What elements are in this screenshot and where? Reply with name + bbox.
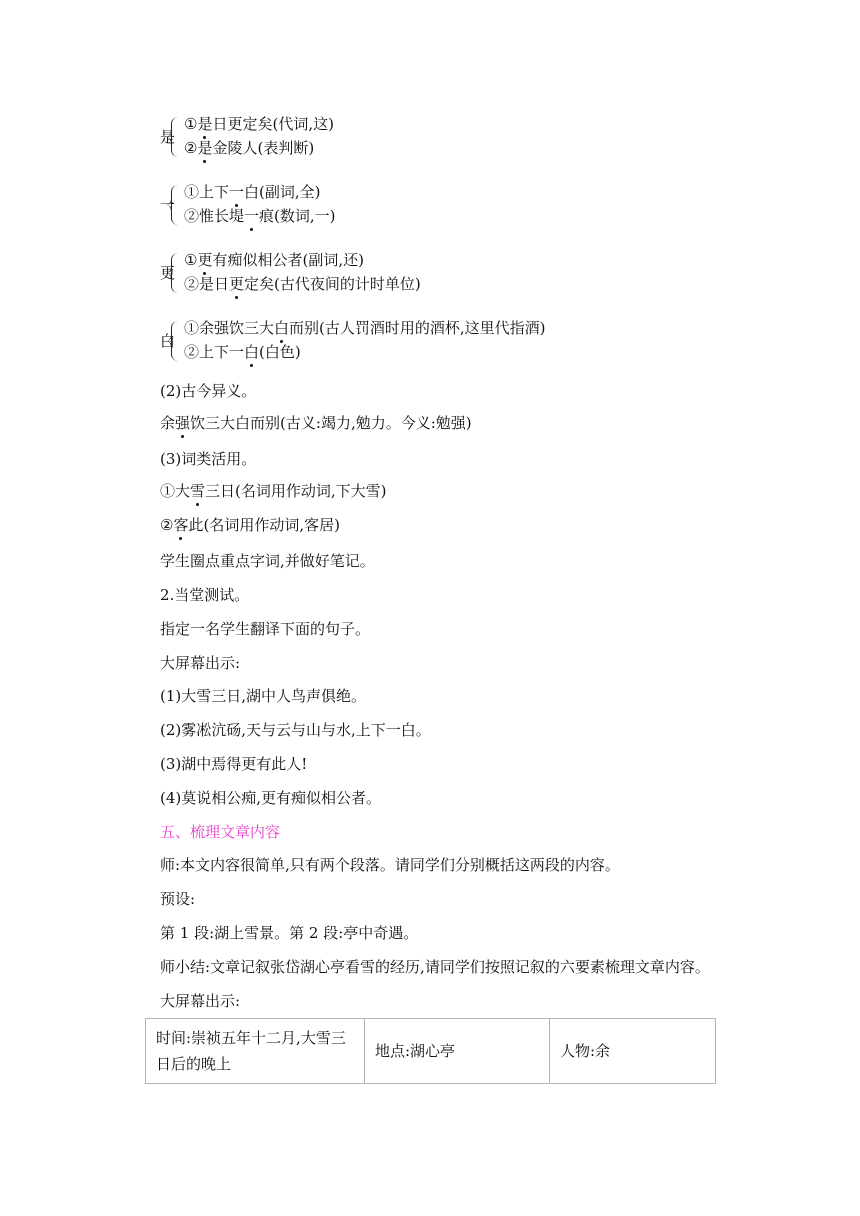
- polysemy-item: ②上下一白(白色): [184, 343, 301, 361]
- paragraph: (2)雾凇沆砀,天与云与山与水,上下一白。: [160, 721, 431, 739]
- paragraph: 预设:: [160, 890, 196, 908]
- polysemy-head: 是: [160, 128, 176, 146]
- brace: [171, 321, 180, 361]
- polysemy-item: ①是日更定矣(代词,这): [184, 115, 334, 133]
- paragraph: (4)莫说相公痴,更有痴似相公者。: [160, 789, 382, 807]
- polysemy-item: ①上下一白(副词,全): [184, 183, 321, 201]
- paragraph: 指定一名学生翻译下面的句子。: [160, 620, 371, 638]
- brace: [171, 185, 180, 225]
- ancient-modern-line: 余强饮三大白而别(古义:竭力,勉力。今义:勉强): [160, 414, 472, 432]
- polysemy-item: ②是日更定矣(古代夜间的计时单位): [184, 275, 421, 293]
- section-heading: 五、梳理文章内容: [160, 823, 281, 841]
- paragraph: 第 1 段:湖上雪景。第 2 段:亭中奇遇。: [160, 924, 419, 942]
- six-elements-table: [145, 1018, 716, 1084]
- table-row: [146, 1019, 716, 1084]
- paragraph: (1)大雪三日,湖中人鸟声俱绝。: [160, 687, 367, 705]
- table-cell-time: 时间:崇祯五年十二月,大雪三日后的晚上: [146, 1019, 365, 1084]
- table-cell-person: 人物:余: [550, 1019, 716, 1084]
- word-class-item: ②客此(名词用作动词,客居): [160, 516, 340, 534]
- section-title: (2)古今异义。: [160, 382, 257, 400]
- paragraph: 师:本文内容很简单,只有两个段落。请同学们分别概括这两段的内容。: [160, 856, 620, 874]
- polysemy-head: 白: [160, 332, 176, 350]
- polysemy-item: ①余强饮三大白而别(古人罚酒时用的酒杯,这里代指酒): [184, 319, 546, 337]
- section-title: (3)词类活用。: [160, 450, 257, 468]
- polysemy-head: 一: [160, 196, 176, 214]
- paragraph: 2.当堂测试。: [160, 586, 250, 604]
- paragraph: 大屏幕出示:: [160, 654, 241, 672]
- brace: [171, 253, 180, 293]
- polysemy-head: 更: [160, 264, 176, 282]
- brace: [171, 117, 180, 157]
- polysemy-item: ②是金陵人(表判断): [184, 139, 315, 157]
- polysemy-item: ①更有痴似相公者(副词,还): [184, 251, 364, 269]
- paragraph: 学生圈点重点字词,并做好笔记。: [160, 552, 375, 570]
- paragraph: 师小结:文章记叙张岱湖心亭看雪的经历,请同学们按照记叙的六要素梳理文章内容。: [160, 958, 710, 976]
- polysemy-item: ②惟长堤一痕(数词,一): [184, 207, 336, 225]
- word-class-item: ①大雪三日(名词用作动词,下大雪): [160, 482, 387, 500]
- paragraph: (3)湖中焉得更有此人!: [160, 755, 308, 773]
- paragraph: 大屏幕出示:: [160, 992, 241, 1010]
- table-cell-place: 地点:湖心亭: [365, 1019, 550, 1084]
